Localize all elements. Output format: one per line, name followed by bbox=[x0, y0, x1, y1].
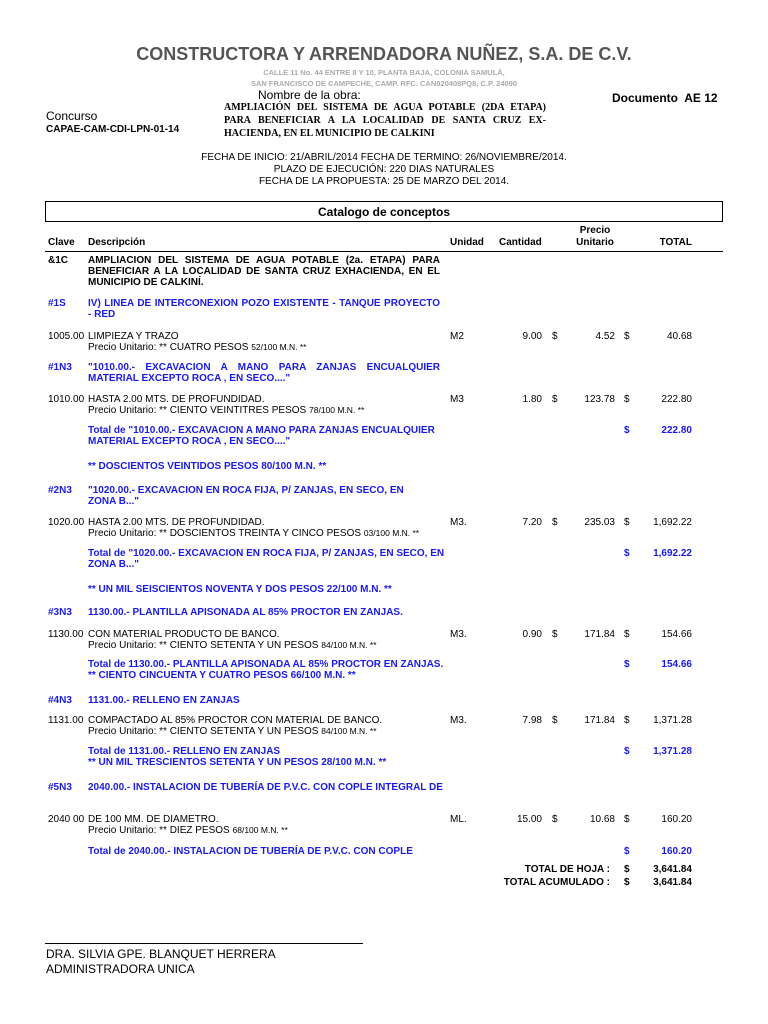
row-unit-price-text: Precio Unitario: ** CIENTO VEINTITRES PESOS 78/100 M.N. ** bbox=[88, 405, 365, 416]
amount-in-words: ** UN MIL SEISCIENTOS NOVENTA Y DOS PESOS 22/100 M.N. ** bbox=[88, 584, 392, 595]
row-unit-price-text: Precio Unitario: ** CIENTO SETENTA Y UN PESOS 84/100 M.N. ** bbox=[88, 726, 377, 737]
row-quantity: 0.90 bbox=[522, 629, 542, 640]
row-currency: $ bbox=[624, 715, 630, 726]
row-currency: $ bbox=[624, 331, 630, 342]
concurso-label: Concurso bbox=[46, 109, 98, 123]
row-clave: #3N3 bbox=[48, 607, 72, 618]
sheet-total-currency: $ bbox=[624, 864, 630, 875]
col-header-cantidad: Cantidad bbox=[499, 237, 542, 248]
row-description: IV) LINEA DE INTERCONEXION POZO EXISTENTE - TANQUE PROYECTO - RED bbox=[88, 298, 440, 320]
row-currency: $ bbox=[552, 629, 558, 640]
row-unit-price: 235.03 bbox=[584, 517, 615, 528]
row-unit-price: 10.68 bbox=[589, 814, 615, 825]
row-description: 1131.00.- RELLENO EN ZANJAS bbox=[88, 695, 240, 706]
amount-in-words: ** DOSCIENTOS VEINTIDOS PESOS 80/100 M.N. ** bbox=[88, 461, 327, 472]
subtotal-description: Total de "1020.00.- EXCAVACION EN ROCA FIJA, P/ ZANJAS, EN SECO, EN ZONA B..." bbox=[88, 548, 445, 570]
signatory-role: ADMINISTRADORA UNICA bbox=[46, 962, 195, 976]
company-address-line1: CALLE 11 No. 44 ENTRE 8 Y 10, PLANTA BAJA, COLONIA SAMULÁ, bbox=[263, 68, 505, 77]
amount-in-words: ** CIENTO CINCUENTA Y CUATRO PESOS 66/100 M.N. ** bbox=[88, 670, 356, 681]
sheet-total-label: TOTAL DE HOJA : bbox=[524, 864, 610, 875]
subtotal-description: Total de 1131.00.- RELLENO EN ZANJAS bbox=[88, 746, 281, 757]
row-unit: M3. bbox=[450, 715, 467, 726]
row-unit-price: 4.52 bbox=[595, 331, 615, 342]
subtotal-currency: $ bbox=[624, 425, 630, 436]
subtotal-value: 1,371.28 bbox=[653, 746, 692, 757]
cumulative-total-currency: $ bbox=[624, 877, 630, 888]
row-description: 2040.00.- INSTALACION DE TUBERÍA DE P.V.C. CON COPLE INTEGRAL DE bbox=[88, 782, 443, 793]
row-clave: #4N3 bbox=[48, 695, 72, 706]
row-clave: 1005.00 bbox=[48, 331, 85, 342]
row-unit: M2 bbox=[450, 331, 464, 342]
row-quantity: 7.20 bbox=[522, 517, 542, 528]
subtotal-currency: $ bbox=[624, 746, 630, 757]
subtotal-description: Total de 2040.00.- INSTALACION DE TUBERÍA DE P.V.C. CON COPLE bbox=[88, 846, 413, 857]
row-total: 1,371.28 bbox=[653, 715, 692, 726]
row-currency: $ bbox=[624, 517, 630, 528]
row-currency: $ bbox=[552, 814, 558, 825]
subtotal-currency: $ bbox=[624, 548, 630, 559]
row-description: LIMPIEZA Y TRAZO bbox=[88, 331, 179, 342]
row-description: "1020.00.- EXCAVACION EN ROCA FIJA, P/ ZANJAS, EN SECO, EN ZONA B..." bbox=[88, 485, 404, 507]
col-header-unitario: Unitario bbox=[576, 237, 614, 248]
project-dates: FECHA DE INICIO: 21/ABRIL/2014 FECHA DE TERMINO: 26/NOVIEMBRE/2014. bbox=[201, 152, 567, 163]
row-clave: 2040 00 bbox=[48, 814, 85, 825]
row-currency: $ bbox=[624, 814, 630, 825]
row-unit-price: 123.78 bbox=[584, 394, 615, 405]
row-currency: $ bbox=[624, 394, 630, 405]
row-description: HASTA 2.00 MTS. DE PROFUNDIDAD. bbox=[88, 517, 265, 528]
row-clave: 1130.00 bbox=[48, 629, 84, 640]
row-description: DE 100 MM. DE DIAMETRO. bbox=[88, 814, 219, 825]
row-quantity: 1.80 bbox=[522, 394, 542, 405]
row-clave: 1020.00 bbox=[48, 517, 85, 528]
col-header-clave: Clave bbox=[48, 237, 75, 248]
concurso-code: CAPAE-CAM-CDI-LPN-01-14 bbox=[46, 124, 180, 135]
signatory-name: DRA. SILVIA GPE. BLANQUET HERRERA bbox=[46, 947, 276, 961]
row-currency: $ bbox=[624, 629, 630, 640]
row-clave: #1N3 bbox=[48, 362, 72, 373]
row-description: HASTA 2.00 MTS. DE PROFUNDIDAD. bbox=[88, 394, 265, 405]
row-clave: 1131.00 bbox=[48, 715, 84, 726]
row-currency: $ bbox=[552, 331, 558, 342]
row-clave: #1S bbox=[48, 298, 66, 309]
row-clave: #5N3 bbox=[48, 782, 72, 793]
row-clave: 1010.00 bbox=[48, 394, 85, 405]
subtotal-description: Total de "1010.00.- EXCAVACION A MANO PARA ZANJAS ENCUALQUIER MATERIAL EXCEPTO ROCA , EN SECO...." bbox=[88, 425, 435, 447]
company-address-line2: SAN FRANCISCO DE CAMPECHE, CAMP. RFC. CAN020408PQ8, C.P. 24090 bbox=[250, 79, 518, 88]
subtotal-currency: $ bbox=[624, 659, 630, 670]
row-unit-price-text: Precio Unitario: ** CUATRO PESOS 52/100 M.N. ** bbox=[88, 342, 307, 353]
row-description: COMPACTADO AL 85% PROCTOR CON MATERIAL DE BANCO. bbox=[88, 715, 383, 726]
cumulative-total-value: 3,641.84 bbox=[653, 877, 692, 888]
project-name: AMPLIACIÓN DEL SISTEMA DE AGUA POTABLE (2DA ETAPA) PARA BENEFICIAR A LA LOCALIDAD DE SANTA CRUZ EX-HACIENDA, EN EL MUNICIPIO DE CALKINI bbox=[224, 102, 546, 139]
row-total: 160.20 bbox=[661, 814, 692, 825]
row-total: 1,692.22 bbox=[653, 517, 692, 528]
col-header-unidad: Unidad bbox=[450, 237, 484, 248]
col-header-precio: Precio bbox=[579, 225, 611, 236]
row-quantity: 7.98 bbox=[522, 715, 542, 726]
row-quantity: 9.00 bbox=[522, 331, 542, 342]
row-description: "1010.00.- EXCAVACION A MANO PARA ZANJAS ENCUALQUIER MATERIAL EXCEPTO ROCA , EN SECO...." bbox=[88, 362, 440, 384]
company-name: CONSTRUCTORA Y ARRENDADORA NUÑEZ, S.A. DE C.V. bbox=[136, 44, 632, 64]
obra-label: Nombre de la obra: bbox=[258, 88, 361, 102]
cumulative-total-label: TOTAL ACUMULADO : bbox=[503, 877, 610, 888]
subtotal-value: 1,692.22 bbox=[653, 548, 692, 559]
row-currency: $ bbox=[552, 517, 558, 528]
row-unit: M3 bbox=[450, 394, 464, 405]
table-title-border bbox=[45, 221, 723, 222]
header-bottom-border bbox=[45, 251, 723, 252]
subtotal-currency: $ bbox=[624, 846, 630, 857]
row-unit-price: 171.84 bbox=[584, 629, 615, 640]
row-description: 1130.00.- PLANTILLA APISONADA AL 85% PROCTOR EN ZANJAS. bbox=[88, 607, 403, 618]
document-number: Documento AE 12 bbox=[612, 91, 718, 105]
row-description: AMPLIACION DEL SISTEMA DE AGUA POTABLE (2a. ETAPA) PARA BENEFICIAR A LA LOCALIDAD DE SANTA CRUZ EXHACIENDA, EN EL MUNICIPIO DE CALKINÍ. bbox=[88, 255, 440, 288]
subtotal-value: 222.80 bbox=[661, 425, 692, 436]
row-clave: &1C bbox=[48, 255, 69, 266]
row-total: 222.80 bbox=[661, 394, 692, 405]
row-clave: #2N3 bbox=[48, 485, 72, 496]
row-unit-price-text: Precio Unitario: ** DOSCIENTOS TREINTA Y CINCO PESOS 03/100 M.N. ** bbox=[88, 528, 420, 539]
execution-term: PLAZO DE EJECUCIÓN: 220 DIAS NATURALES bbox=[273, 164, 495, 175]
row-quantity: 15.00 bbox=[516, 814, 542, 825]
row-unit: ML. bbox=[450, 814, 467, 825]
row-unit-price-text: Precio Unitario: ** CIENTO SETENTA Y UN PESOS 84/100 M.N. ** bbox=[88, 640, 377, 651]
row-currency: $ bbox=[552, 715, 558, 726]
subtotal-value: 160.20 bbox=[661, 846, 692, 857]
table-top-border bbox=[45, 201, 723, 202]
row-total: 154.66 bbox=[661, 629, 692, 640]
col-header-total: TOTAL bbox=[659, 237, 692, 248]
row-total: 40.68 bbox=[666, 331, 692, 342]
col-header-descripcion: Descripción bbox=[88, 237, 146, 248]
signature-line bbox=[45, 943, 363, 944]
row-unit-price: 171.84 bbox=[584, 715, 615, 726]
row-description: CON MATERIAL PRODUCTO DE BANCO. bbox=[88, 629, 280, 640]
amount-in-words: ** UN MIL TRESCIENTOS SETENTA Y UN PESOS 28/100 M.N. ** bbox=[88, 757, 387, 768]
row-unit-price-text: Precio Unitario: ** DIEZ PESOS 68/100 M.N. ** bbox=[88, 825, 288, 836]
row-unit: M3. bbox=[450, 629, 467, 640]
row-currency: $ bbox=[552, 394, 558, 405]
table-title: Catalogo de conceptos bbox=[317, 205, 451, 219]
proposal-date: FECHA DE LA PROPUESTA: 25 DE MARZO DEL 2014. bbox=[258, 176, 510, 187]
subtotal-description: Total de 1130.00.- PLANTILLA APISONADA AL 85% PROCTOR EN ZANJAS. bbox=[88, 659, 444, 670]
subtotal-value: 154.66 bbox=[661, 659, 692, 670]
row-unit: M3. bbox=[450, 517, 467, 528]
sheet-total-value: 3,641.84 bbox=[653, 864, 692, 875]
